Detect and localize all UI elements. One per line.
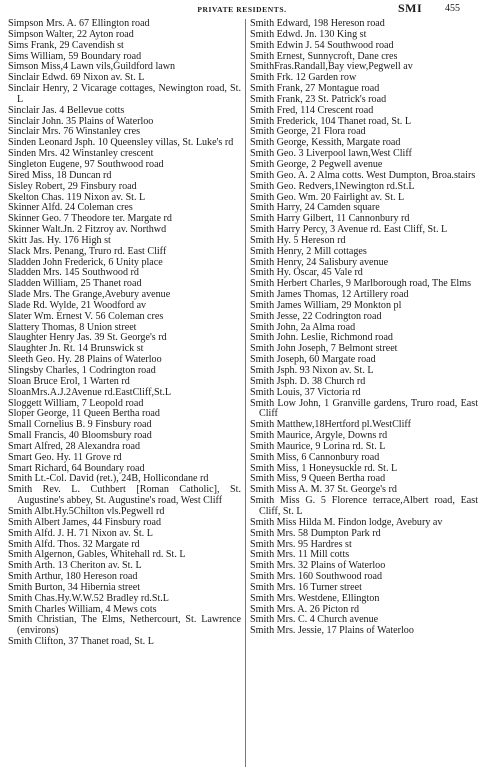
resident-entry: Smart Alfred, 28 Alexandra road [8,440,141,452]
resident-entry: Smith Lt.-Col. David (ret.), 24B, Hollicondane rd [8,473,209,485]
resident-entry: Sired Miss, 18 Duncan rd [8,169,112,181]
resident-entry: Sloper George, 11 Queen Bertha road [8,408,160,420]
resident-entry: Smith Harry Percy, 3 Avenue rd. East Cliff, St. L [250,224,448,236]
resident-entry: Simson Miss,4 Lawn vils,Guildford lawn [8,61,176,73]
resident-entry: Smith Miss G. 5 Florence terrace,Albert road, East Cliff, St. L [250,495,478,517]
resident-entry: Slack Mrs. Penang, Truro rd. East Cliff [8,245,167,257]
resident-entry: Simpson Mrs. A. 67 Ellington road [8,18,150,29]
resident-entry: Smith Arthur, 180 Hereson road [8,571,138,583]
resident-entry: Singleton Eugene, 97 Southwood road [8,158,164,170]
resident-entry: Sladden Mrs. 145 Southwood rd [8,267,139,279]
resident-entry: Smith Alfd. Thos. 32 Margate rd [8,538,140,550]
resident-entry: Smith Albert James, 44 Finsbury road [8,516,162,528]
resident-entry: Smith Mrs. 95 Hardres st [250,538,352,550]
resident-entry: Smith Charles William, 4 Mews cots [8,603,157,615]
resident-entry: Smith Low John, 1 Granville gardens, Truro road, East Cliff [250,397,478,420]
resident-entry: Smith Miss, 9 Queen Bertha road [250,473,386,485]
resident-entry: Slattery Thomas, 8 Union street [8,321,137,333]
resident-entry: Sleeth Geo. Hy. 28 Plains of Waterloo [8,354,162,366]
resident-entry: Smith Frank, 23 St. Patrick's road [250,93,387,105]
resident-entry: SloanMrs.A.J.2Avenue rd.EastCliff,St.L [8,386,172,398]
resident-entry: Slaughter Jn. Rt. 14 Brunswick st [8,343,144,355]
resident-entry: Smith Harry Gilbert, 11 Cannonbury rd [250,213,410,225]
resident-entry: Skinner Alfd. 24 Coleman cres [8,202,133,214]
resident-entry: Smith Louis, 37 Victoria rd [250,386,361,398]
resident-entry: SmithFras.Randall,Bay view,Pegwell av [250,61,413,73]
resident-entry: Smith James William, 29 Monkton pl [250,299,402,311]
resident-entry: Smith Miss Hilda M. Findon lodge, Avebury av [250,516,443,528]
resident-entry: Slaughter Henry Jas. 39 St. George's rd [8,332,167,344]
resident-entry: Smith Maurice, 9 Lorina rd. St. L [250,440,386,452]
index-abbreviation: SMI [398,1,423,15]
resident-entry: Smith James Thomas, 12 Artillery road [250,289,409,301]
resident-entry: Smith Mrs. C. 4 Church avenue [250,614,379,626]
resident-entry: Smith Miss, 1 Honeysuckle rd. St. L [250,462,398,474]
resident-entry: Smith Albt.Hy.5Chilton vls.Pegwell rd [8,505,165,517]
resident-entry: Smith Miss A. M. 37 St. George's rd [250,484,397,496]
resident-entry: Smith Herbert Charles, 9 Marlborough road, The Elms [250,278,471,290]
resident-entry: Smith Henry, 24 Salisbury avenue [250,256,389,268]
resident-entry: Smith Geo. Redvers,1Newington rd.St.L [250,180,415,192]
resident-entry: Smith Henry, 2 Mill cottages [250,245,367,257]
resident-entry: Slingsby Charles, 1 Codrington road [8,365,156,376]
resident-entry: Smith Chas.Hy.W.W.52 Bradley rd.St.L [8,592,169,604]
resident-entry: Smith Mrs. Jessie, 17 Plains of Waterloo [250,625,414,637]
resident-entry: Smith Burton, 34 Hibernia street [8,581,141,593]
resident-entry: Smith Christian, The Elms, Nethercourt, St. Lawrence (environs) [8,614,241,637]
resident-entry: Smith John. Leslie, Richmond road [250,332,393,344]
resident-entry: Sisley Robert, 29 Finsbury road [8,180,137,192]
right-column [250,19,478,637]
resident-entry: Smith John Joseph, 7 Belmont street [250,343,398,355]
resident-entry: Smith Jesse, 22 Codrington road [250,310,382,322]
resident-entry: Smith George, Kessith, Margate road [250,137,401,149]
resident-entry: Smith Algernon, Gables, Whitehall rd. St. L [8,549,186,561]
resident-entry: Small Cornelius B. 9 Finsbury road [8,419,152,431]
resident-entry: Smith Joseph, 60 Margate road [250,354,376,366]
resident-entry: Smith Rev. L. Cuthbert [Roman Catholic], St. Augustine's abbey, St. Augustine's road, West Cliff [8,484,241,507]
page-number: 455 [445,3,460,14]
resident-entry: Smith Geo. A. 2 Alma cotts. West Dumpton, Broa.stairs [250,169,476,181]
resident-entry: Slade Mrs. The Grange,Avebury avenue [8,289,171,301]
resident-entry: Smith Mrs. 32 Plains of Waterloo [250,560,386,572]
resident-entry: Slater Wm. Ernest V. 56 Coleman cres [8,310,164,322]
resident-entry: Smith Frank, 27 Montague road [250,83,380,95]
resident-entry: Slade Rd. Wylde, 21 Woodford av [8,299,147,311]
resident-entry: Smith Jsph. 93 Nixon av. St. L [250,365,374,376]
resident-entry: Simpson Walter, 22 Ayton road [8,28,134,40]
resident-entry: Smith Clifton, 37 Thanet road, St. L [8,636,154,648]
resident-entry: Smith George, 21 Flora road [250,126,366,138]
resident-entry: Smith Geo. 3 Liverpool lawn,West Cliff [250,148,412,160]
resident-entry: Skitt Jas. Hy. 176 High st [8,234,111,246]
resident-entry: Skelton Chas. 119 Nixon av. St. L [8,191,146,203]
resident-entry: Smith Edward, 198 Hereson road [250,18,385,29]
resident-entry: Smith Mrs. 160 Southwood road [250,571,383,583]
resident-entry: Smart Richard, 64 Boundary road [8,462,145,474]
left-column [8,19,241,648]
column-divider [245,19,246,767]
resident-entry: Smith Mrs. Westdene, Ellington [250,592,380,604]
section-title: PRIVATE RESIDENTS. [197,5,287,14]
resident-entry: Smith Mrs. 16 Turner street [250,581,362,593]
resident-entry: Sinclair John. 35 Plains of Waterloo [8,115,154,127]
resident-entry: Smith Hy. Oscar, 45 Vale rd [250,267,363,279]
resident-entry: Smith Jsph. D. 38 Church rd [250,375,366,387]
resident-entry: Sinclair Edwd. 69 Nixon av. St. L [8,72,145,84]
resident-entry: Smith Miss, 6 Cannonbury road [250,451,380,463]
resident-entry: Smith Mrs. 11 Mill cotts [250,549,350,561]
resident-entry: Sims Frank, 29 Cavendish st [8,39,124,51]
resident-entry: Smith Fred, 114 Crescent road [250,104,374,116]
resident-entry: Sinclair Henry, 2 Vicarage cottages, Newington road, St. L [8,83,241,105]
resident-entry: Smith Edwd. Jn. 130 King st [250,28,367,40]
resident-entry: Sinden Leonard Jsph. 10 Queensley villas, St. Luke's rd [8,137,234,149]
resident-entry: Skinner Geo. 7 Theodore ter. Margate rd [8,213,172,225]
resident-entry: Smith Maurice, Argyle, Downs rd [250,430,388,442]
resident-entry: Smith Arth. 13 Cheriton av. St. L [8,560,142,572]
resident-entry: Smith Hy. 5 Hereson rd [250,234,346,246]
resident-entry: Small Francis, 40 Bloomsbury road [8,430,152,442]
resident-entry: Smith Edwin J. 54 Southwood road [250,39,394,51]
resident-entry: Smith Frk. 12 Garden row [250,72,357,84]
resident-entry: Sladden William, 25 Thanet road [8,278,142,290]
resident-entry: Smith John, 2a Alma road [250,321,356,333]
resident-entry: Sladden John Frederick, 6 Unity place [8,256,163,268]
resident-entry: Smith Ernest, Sunnycroft, Dane cres [250,50,398,62]
page-header [0,0,484,16]
resident-entry: Smith Mrs. A. 26 Picton rd [250,603,360,615]
resident-entry: Smith Matthew,18Hertford pl.WestCliff [250,419,411,431]
resident-entry: Smith Frederick, 104 Thanet road, St. L [250,115,412,127]
resident-entry: Sinden Mrs. 42 Winstanley crescent [8,148,154,160]
resident-entry: Smart Geo. Hy. 11 Grove rd [8,451,122,463]
resident-entry: Smith George, 2 Pegwell avenue [250,158,383,170]
resident-entry: Smith Harry, 24 Camden square [250,202,380,214]
resident-entry: Skinner Walt.Jn. 2 Fitzroy av. Northwd [8,224,167,236]
resident-entry: Sloggett William, 7 Leopold road [8,397,144,409]
resident-entry: Smith Geo. Wm. 20 Fairlight av. St. L [250,191,405,203]
resident-entry: Sims William, 59 Boundary road [8,50,142,62]
resident-entry: Smith Alfd. J. H. 71 Nixon av. St. L [8,527,153,539]
resident-entry: Sloan Bruce Erol, 1 Warten rd [8,375,130,387]
resident-entry: Sinclair Jas. 4 Bellevue cotts [8,104,125,116]
resident-entry: Sinclair Mrs. 76 Winstanley cres [8,126,141,138]
resident-entry: Smith Mrs. 58 Dumpton Park rd [250,527,381,539]
